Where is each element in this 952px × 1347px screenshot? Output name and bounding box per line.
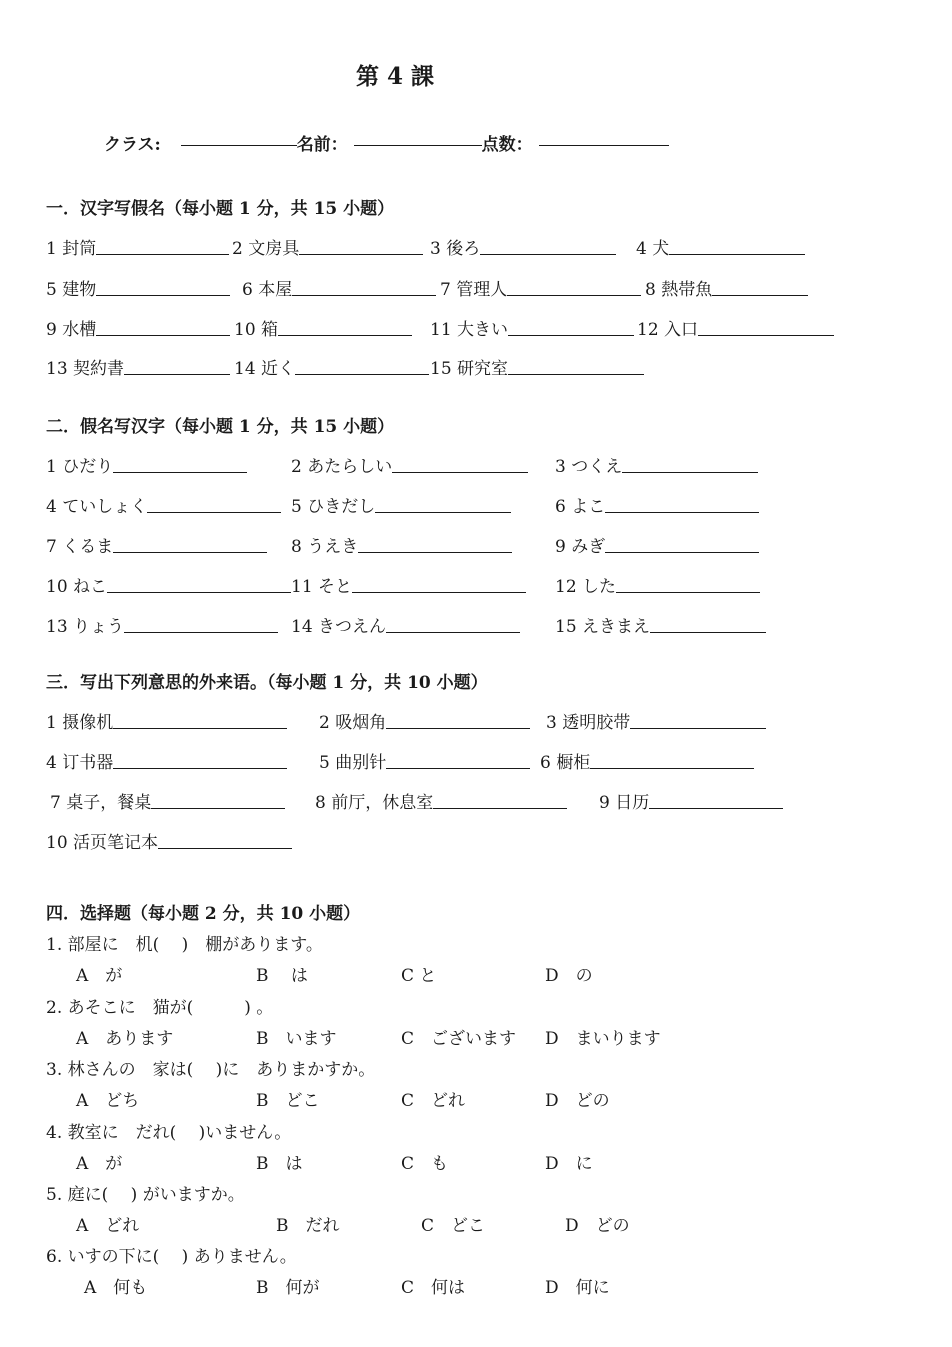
section1-item: 3 後ろ [430, 234, 616, 259]
score-label: 点数： [481, 135, 533, 155]
option-b[interactable]: B どこ [256, 1091, 320, 1111]
info-row [104, 130, 669, 155]
option-d[interactable]: D 何に [545, 1278, 610, 1298]
answer-blank[interactable] [386, 631, 520, 633]
option-a[interactable]: A が [76, 1154, 123, 1174]
answer-blank[interactable] [158, 847, 292, 849]
section2-item: 11 そと [291, 572, 526, 597]
answer-blank[interactable] [712, 294, 808, 296]
question-text: 2. あそこに 猫が( ) 。 [46, 998, 274, 1018]
option-a[interactable]: A が [76, 966, 123, 986]
answer-blank[interactable] [480, 253, 616, 255]
answer-blank[interactable] [96, 294, 230, 296]
option-b[interactable]: B は [256, 1154, 303, 1174]
section1-item: 5 建物 [46, 275, 230, 300]
section4-heading: 四．选择题（每小题 2 分，共 10 小题） [46, 904, 361, 924]
answer-blank[interactable] [669, 253, 805, 255]
section1-item: 14 近く [234, 354, 429, 379]
section2-item: 1 ひだり [46, 452, 247, 477]
score-blank[interactable] [539, 144, 669, 146]
section2-item: 12 した [555, 572, 760, 597]
options-row [0, 1024, 952, 1048]
section1-item: 10 箱 [234, 315, 412, 340]
option-d[interactable]: D の [545, 966, 593, 986]
section2-item: 6 よこ [555, 492, 759, 517]
section2-item: 2 あたらしい [291, 452, 528, 477]
section1-item: 2 文房具 [232, 234, 423, 259]
question-text: 4. 教室に だれ( )いません。 [46, 1123, 292, 1143]
option-c[interactable]: C どれ [401, 1091, 466, 1111]
options-row [0, 1273, 952, 1297]
section1-item: 12 入口 [637, 315, 834, 340]
answer-blank[interactable] [299, 253, 423, 255]
class-label: クラス: [104, 135, 161, 155]
answer-blank[interactable] [605, 511, 759, 513]
section1-item: 15 研究室 [430, 354, 644, 379]
section3-item: 3 透明胶带 [546, 708, 766, 733]
answer-blank[interactable] [508, 334, 634, 336]
answer-blank[interactable] [295, 373, 429, 375]
section1-item: 8 熱帯魚 [645, 275, 808, 300]
name-blank[interactable] [354, 144, 482, 146]
answer-blank[interactable] [151, 807, 285, 809]
section3-item: 6 橱柜 [540, 748, 754, 773]
answer-blank[interactable] [124, 631, 278, 633]
answer-blank[interactable] [386, 727, 530, 729]
section2-item: 4 ていしょく [46, 492, 281, 517]
section1-heading: 一．汉字写假名（每小题 1 分，共 15 小题） [46, 199, 395, 219]
page-title: 第 4 課 [355, 63, 435, 90]
section1-item: 1 封筒 [46, 234, 229, 259]
answer-blank[interactable] [630, 727, 766, 729]
answer-blank[interactable] [616, 591, 760, 593]
option-b[interactable]: B は [256, 966, 308, 986]
answer-blank[interactable] [113, 767, 287, 769]
answer-blank[interactable] [358, 551, 512, 553]
option-b[interactable]: B 何が [256, 1278, 320, 1298]
section1-item: 13 契約書 [46, 354, 230, 379]
section2-item: 15 えきまえ [555, 612, 766, 637]
answer-blank[interactable] [113, 551, 267, 553]
option-c[interactable]: C と [401, 966, 437, 986]
section2-item: 7 くるま [46, 532, 267, 557]
question-text: 5. 庭に( ) がいますか。 [46, 1185, 245, 1205]
answer-blank[interactable] [124, 373, 230, 375]
section2-item: 10 ねこ [46, 572, 291, 597]
option-c[interactable]: C ございます [401, 1029, 517, 1049]
section2-item: 9 みぎ [555, 532, 759, 557]
option-a[interactable]: A どち [76, 1091, 140, 1111]
answer-blank[interactable] [375, 511, 511, 513]
answer-blank[interactable] [433, 807, 567, 809]
options-row [0, 1211, 952, 1235]
option-b[interactable]: B います [256, 1029, 337, 1049]
answer-blank[interactable] [96, 334, 230, 336]
answer-blank[interactable] [590, 767, 754, 769]
option-a[interactable]: A 何も [84, 1278, 148, 1298]
section2-item: 5 ひきだし [291, 492, 511, 517]
answer-blank[interactable] [386, 767, 530, 769]
section3-item: 8 前厅，休息室 [315, 788, 567, 813]
options-row [0, 1149, 952, 1173]
option-a[interactable]: A どれ [76, 1216, 140, 1236]
question-text: 3. 林さんの 家は( )に ありまかすか。 [46, 1060, 376, 1080]
answer-blank[interactable] [508, 373, 644, 375]
answer-blank[interactable] [649, 807, 783, 809]
option-d[interactable]: D に [545, 1154, 593, 1174]
answer-blank[interactable] [605, 551, 759, 553]
question-text: 1. 部屋に 机( ) 棚があります。 [46, 935, 323, 955]
section1-item: 9 水槽 [46, 315, 230, 340]
section2-item: 3 つくえ [555, 452, 758, 477]
section2-item: 13 りょう [46, 612, 278, 637]
section3-item: 7 桌子，餐桌 [50, 788, 285, 813]
option-b[interactable]: B だれ [276, 1216, 340, 1236]
section3-item: 10 活页笔记本 [46, 828, 292, 853]
section3-item: 4 订书器 [46, 748, 287, 773]
answer-blank[interactable] [292, 294, 436, 296]
section3-item: 5 曲别针 [319, 748, 530, 773]
answer-blank[interactable] [352, 591, 526, 593]
options-row [0, 1086, 952, 1110]
section3-item: 2 吸烟角 [319, 708, 530, 733]
question-text: 6. いすの下に( ) ありません。 [46, 1247, 297, 1267]
section2-heading: 二．假名写汉字（每小题 1 分，共 15 小题） [46, 417, 395, 437]
option-d[interactable]: D どの [545, 1091, 610, 1111]
answer-blank[interactable] [107, 591, 291, 593]
section3-heading: 三．写出下列意思的外来语。（每小题 1 分，共 10 小题） [46, 673, 488, 693]
option-d[interactable]: D どの [565, 1216, 630, 1236]
section3-item: 1 摄像机 [46, 708, 287, 733]
option-d[interactable]: D まいります [545, 1029, 661, 1049]
section1-item: 6 本屋 [242, 275, 436, 300]
option-a[interactable]: A あります [76, 1029, 174, 1049]
option-c[interactable]: C も [401, 1154, 449, 1174]
class-blank[interactable] [181, 144, 297, 146]
option-c[interactable]: C どこ [421, 1216, 486, 1236]
answer-blank[interactable] [650, 631, 766, 633]
answer-blank[interactable] [113, 471, 247, 473]
section2-item: 8 うえき [291, 532, 512, 557]
answer-blank[interactable] [507, 294, 641, 296]
section2-item: 14 きつえん [291, 612, 520, 637]
answer-blank[interactable] [147, 511, 281, 513]
option-c[interactable]: C 何は [401, 1278, 466, 1298]
answer-blank[interactable] [96, 253, 229, 255]
answer-blank[interactable] [113, 727, 287, 729]
section1-item: 11 大きい [430, 315, 634, 340]
section3-item: 9 日历 [599, 788, 783, 813]
answer-blank[interactable] [698, 334, 834, 336]
answer-blank[interactable] [392, 471, 528, 473]
section1-item: 7 管理人 [440, 275, 641, 300]
answer-blank[interactable] [622, 471, 758, 473]
answer-blank[interactable] [278, 334, 412, 336]
name-label: 名前： [296, 135, 348, 155]
options-row [0, 961, 952, 985]
section1-item: 4 犬 [636, 234, 805, 259]
